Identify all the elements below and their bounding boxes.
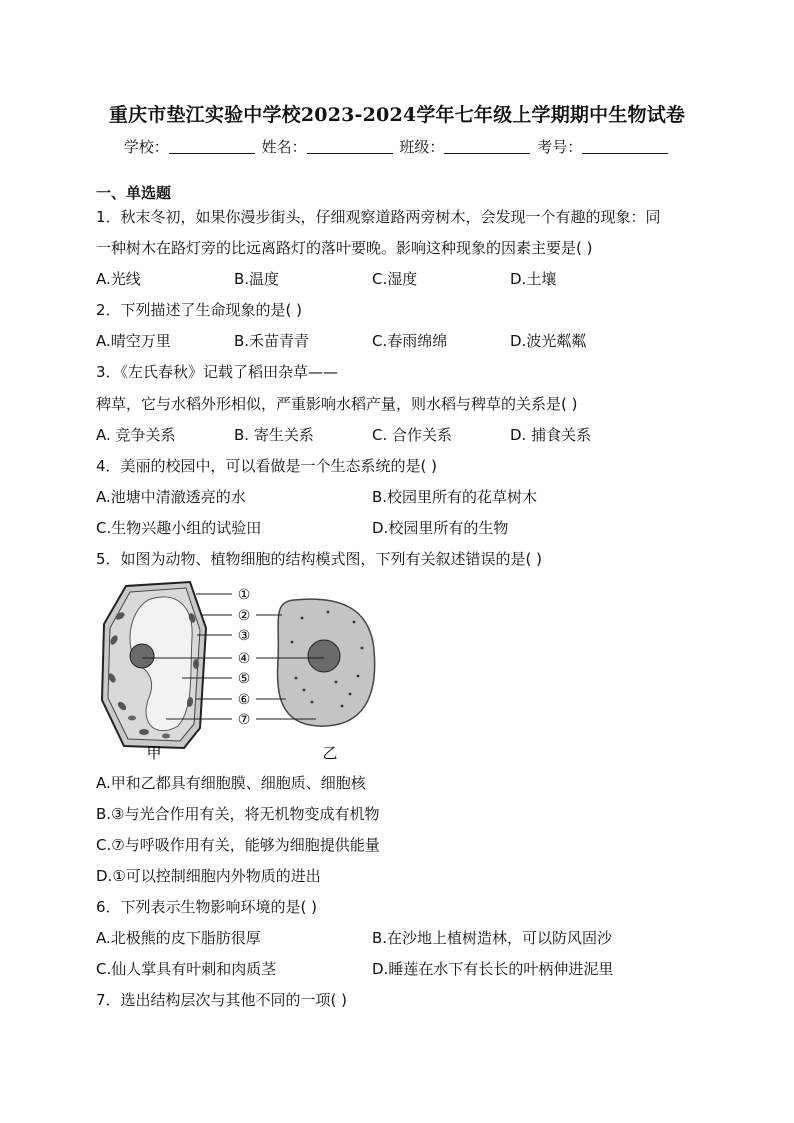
q1-stem-line1: 1．秋末冬初，如果你漫步街头，仔细观察道路两旁树木，会发现一个有趣的现象：同 <box>96 208 661 226</box>
figure-caption-right: 乙 <box>322 744 338 762</box>
q1-option-d[interactable]: D.土壤 <box>510 270 557 288</box>
school-label: 学校： <box>123 138 169 156</box>
q3-stem-line2: 稗草，它与水稻外形相似，严重影响水稻产量，则水稻与稗草的关系是( ) <box>96 395 578 413</box>
q3-option-c[interactable]: C. 合作关系 <box>372 426 453 444</box>
q3-option-b[interactable]: B. 寄生关系 <box>234 426 314 444</box>
name-blank[interactable] <box>307 139 393 154</box>
q6-option-c[interactable]: C.仙人掌具有叶刺和肉质茎 <box>96 960 277 978</box>
q2-option-b[interactable]: B.禾苗青青 <box>234 332 310 350</box>
figure-caption-left: 甲 <box>146 744 162 762</box>
class-label: 班级： <box>399 138 445 156</box>
q5-option-d[interactable]: D.①可以控制细胞内外物质的进出 <box>96 867 321 885</box>
q5-stem: 5．如图为动物、植物细胞的结构模式图，下列有关叙述错误的是( ) <box>96 550 543 568</box>
number-label: 考号： <box>537 138 583 156</box>
exam-title: 重庆市垫江实验中学校2023-2024学年七年级上学期期中生物试卷 <box>108 104 686 126</box>
q1-option-c[interactable]: C.湿度 <box>372 270 418 288</box>
q5-option-a[interactable]: A.甲和乙都具有细胞膜、细胞质、细胞核 <box>96 774 366 792</box>
section-heading: 一、单选题 <box>96 184 172 202</box>
q3-option-a[interactable]: A. 竞争关系 <box>96 426 176 444</box>
q4-stem: 4．美丽的校园中，可以看做是一个生态系统的是( ) <box>96 457 438 475</box>
student-info-line <box>0 136 794 157</box>
q7-stem: 7．选出结构层次与其他不同的一项( ) <box>96 991 348 1009</box>
q4-option-b[interactable]: B.校园里所有的花草树木 <box>372 488 538 506</box>
q6-option-a[interactable]: A.北极熊的皮下脂肪很厚 <box>96 929 261 947</box>
q2-option-a[interactable]: A.晴空万里 <box>96 332 171 350</box>
q1-option-a[interactable]: A.光线 <box>96 270 141 288</box>
class-blank[interactable] <box>444 139 530 154</box>
number-blank[interactable] <box>582 139 668 154</box>
q4-option-a[interactable]: A.池塘中清澈透亮的水 <box>96 488 246 506</box>
q3-option-d[interactable]: D. 捕食关系 <box>510 426 592 444</box>
school-blank[interactable] <box>169 139 255 154</box>
figure-label-1: ① <box>237 587 251 603</box>
q6-option-b[interactable]: B.在沙地上植树造林，可以防风固沙 <box>372 929 613 947</box>
q2-stem: 2．下列描述了生命现象的是( ) <box>96 301 303 319</box>
q6-stem: 6．下列表示生物影响环境的是( ) <box>96 898 318 916</box>
q4-option-d[interactable]: D.校园里所有的生物 <box>372 519 509 537</box>
q2-option-c[interactable]: C.春雨绵绵 <box>372 332 448 350</box>
q1-stem-line2: 一种树木在路灯旁的比远离路灯的落叶要晚。影响这种现象的因素主要是( ) <box>96 239 593 257</box>
figure-label-7: ⑦ <box>237 712 251 728</box>
name-label: 姓名： <box>261 138 307 156</box>
q6-option-d[interactable]: D.睡莲在水下有长长的叶柄伸进泥里 <box>372 960 614 978</box>
figure-label-2: ② <box>237 608 251 624</box>
figure-label-4: ④ <box>237 651 251 667</box>
q1-option-b[interactable]: B.温度 <box>234 270 280 288</box>
q5-option-b[interactable]: B.③与光合作用有关，将无机物变成有机物 <box>96 805 380 823</box>
q4-option-c[interactable]: C.生物兴趣小组的试验田 <box>96 519 262 537</box>
animal-cell <box>277 599 374 726</box>
plant-cell <box>102 582 206 748</box>
figure-label-3: ③ <box>237 628 251 644</box>
figure-label-5: ⑤ <box>237 671 251 687</box>
cell-structure-figure <box>96 578 386 763</box>
q3-stem-line1: 3．《左氏春秋》记载了稻田杂草—— <box>96 363 339 381</box>
q2-option-d[interactable]: D.波光粼粼 <box>510 332 587 350</box>
figure-label-6: ⑥ <box>237 692 251 708</box>
q5-option-c[interactable]: C.⑦与呼吸作用有关，能够为细胞提供能量 <box>96 836 380 854</box>
